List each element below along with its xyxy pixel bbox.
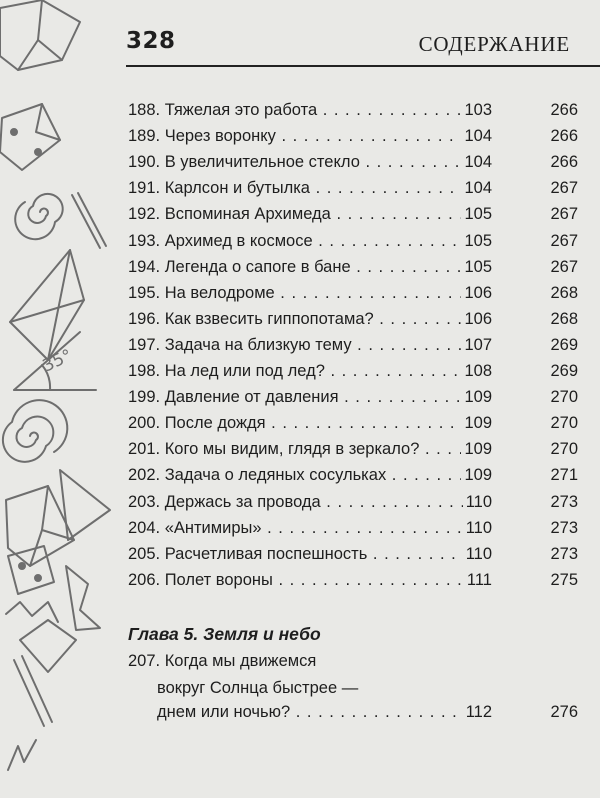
toc-page-first: 110 — [463, 519, 492, 538]
toc-entry-title: 198. На лед или под лед? . . . — [128, 362, 490, 381]
toc-page-second: 270 — [550, 440, 578, 459]
toc-entry — [128, 150, 578, 176]
toc-entry — [128, 255, 578, 281]
toc-entry — [128, 281, 578, 307]
toc-entry — [128, 98, 578, 124]
toc-page-first: 108 — [461, 362, 492, 381]
toc-page-second: 270 — [550, 414, 578, 433]
toc-page-second: 267 — [550, 205, 578, 224]
toc-entry — [128, 359, 578, 385]
toc-page-first: 104 — [461, 127, 492, 146]
toc-entry-title: днем или ночью? . . . — [157, 703, 490, 722]
toc-entry — [128, 176, 578, 202]
pencil-doodle — [72, 195, 100, 248]
toc-entry — [128, 568, 578, 594]
toc-page-second: 266 — [550, 101, 578, 120]
margin-doodles — [0, 0, 115, 798]
toc-page-second: 269 — [550, 362, 578, 381]
toc-entry-title: 204. «Антимиры» . . . — [128, 519, 490, 538]
toc-entry — [128, 490, 578, 516]
toc-entry-title: 206. Полет вороны . . . — [128, 571, 490, 590]
toc-entry — [128, 333, 578, 359]
toc-entry — [128, 411, 578, 437]
toc-page-second: 273 — [550, 544, 578, 563]
lightning-doodle — [8, 740, 36, 770]
toc-page-first: 109 — [461, 388, 492, 407]
toc-entry — [128, 437, 578, 463]
toc-entry — [128, 463, 578, 489]
toc-page-second: 273 — [550, 492, 578, 511]
toc-entry-title: 193. Архимед в космосе . . . — [128, 232, 490, 251]
toc-page-second: 275 — [550, 570, 578, 589]
dice-doodle — [0, 104, 60, 170]
header-rule — [126, 65, 600, 67]
spiral-doodle-large — [3, 400, 67, 462]
toc-entry-title: 201. Кого мы видим, глядя в зеркало? . . . — [128, 440, 490, 459]
toc-entry-title: 203. Держась за провода . . . — [128, 493, 490, 512]
toc-page-first: 109 — [461, 466, 492, 485]
toc-entry-line-2: вокруг Солнца быстрее — — [157, 679, 359, 697]
toc-page-first: 103 — [461, 101, 492, 120]
toc-entry — [128, 542, 578, 568]
page-number: 328 — [126, 28, 176, 54]
toc-page-first: 109 — [461, 440, 492, 459]
toc-page-second: 269 — [550, 335, 578, 354]
toc-entry — [128, 229, 578, 255]
star-doodle — [66, 566, 100, 630]
diamond-doodle — [20, 620, 76, 672]
angle-label: 35° — [39, 345, 76, 377]
toc-page-second: 266 — [550, 153, 578, 172]
toc-entry-title: 188. Тяжелая это работа . . . — [128, 101, 490, 120]
zigzag-doodle — [6, 602, 58, 622]
toc-page-first: 106 — [461, 284, 492, 303]
toc-page-first: 106 — [461, 310, 492, 329]
toc-entry-title: 197. Задача на близкую тему . . . — [128, 336, 490, 355]
toc-entry-title: 202. Задача о ледяных сосульках . . . — [128, 466, 490, 485]
toc-page-second: 270 — [550, 388, 578, 407]
toc-page-second: 273 — [550, 518, 578, 537]
toc-entry-title: 192. Вспоминая Архимеда . . . — [128, 205, 490, 224]
toc-page-first: 110 — [463, 545, 492, 564]
toc-page-first: 107 — [461, 336, 492, 355]
toc-entry-207 — [157, 700, 578, 726]
toc-entry-title: 195. На велодроме . . . — [128, 284, 490, 303]
angle-doodle — [14, 332, 96, 390]
toc-page-second: 271 — [550, 466, 578, 485]
toc-entry — [128, 124, 578, 150]
running-title: СОДЕРЖАНИЕ — [418, 32, 570, 56]
toc-entry — [128, 202, 578, 228]
toc-page-first: 104 — [461, 153, 492, 172]
toc-page-first: 109 — [461, 414, 492, 433]
toc-page-first: 111 — [464, 571, 492, 590]
cube-doodle — [0, 0, 80, 70]
toc-entry-title: 196. Как взвесить гиппопотама? . . . — [128, 310, 490, 329]
toc-entry-title: 194. Легенда о сапоге в бане . . . — [128, 258, 490, 277]
toc-page-second: 268 — [550, 283, 578, 302]
dice-doodle-small — [8, 546, 54, 594]
toc-page-first: 105 — [461, 258, 492, 277]
toc-page-first: 104 — [461, 179, 492, 198]
toc-page-first: 110 — [463, 493, 492, 512]
toc-entry — [128, 307, 578, 333]
spiral-doodle — [15, 194, 63, 239]
toc-entry-title: 205. Расчетливая поспешность . . . — [128, 545, 490, 564]
toc-entry-title: 189. Через воронку . . . — [128, 127, 490, 146]
toc-entry-title: 190. В увеличительное стекло . . . — [128, 153, 490, 172]
triangle-doodle — [60, 470, 110, 540]
toc-entry — [128, 385, 578, 411]
chapter-title: Глава 5. Земля и небо — [128, 624, 321, 644]
toc-page-first: 105 — [461, 232, 492, 251]
toc-page-second: 267 — [550, 231, 578, 250]
toc-page-second: 267 — [550, 179, 578, 198]
toc-entry-title: 191. Карлсон и бутылка . . . — [128, 179, 490, 198]
toc-entry-title: 200. После дождя . . . — [128, 414, 490, 433]
toc-page-second: 268 — [550, 309, 578, 328]
toc-page-first: 112 — [463, 703, 492, 722]
toc-page-second: 266 — [550, 127, 578, 146]
toc-entry-title: 199. Давление от давления . . . — [128, 388, 490, 407]
pyramid-doodle — [10, 250, 84, 360]
toc-page-second: 267 — [550, 257, 578, 276]
toc-page-second: 276 — [550, 703, 578, 722]
toc-entry-line-1: 207. Когда мы движемся — [128, 652, 317, 670]
toc-entry — [128, 516, 578, 542]
toc-page-first: 105 — [461, 205, 492, 224]
